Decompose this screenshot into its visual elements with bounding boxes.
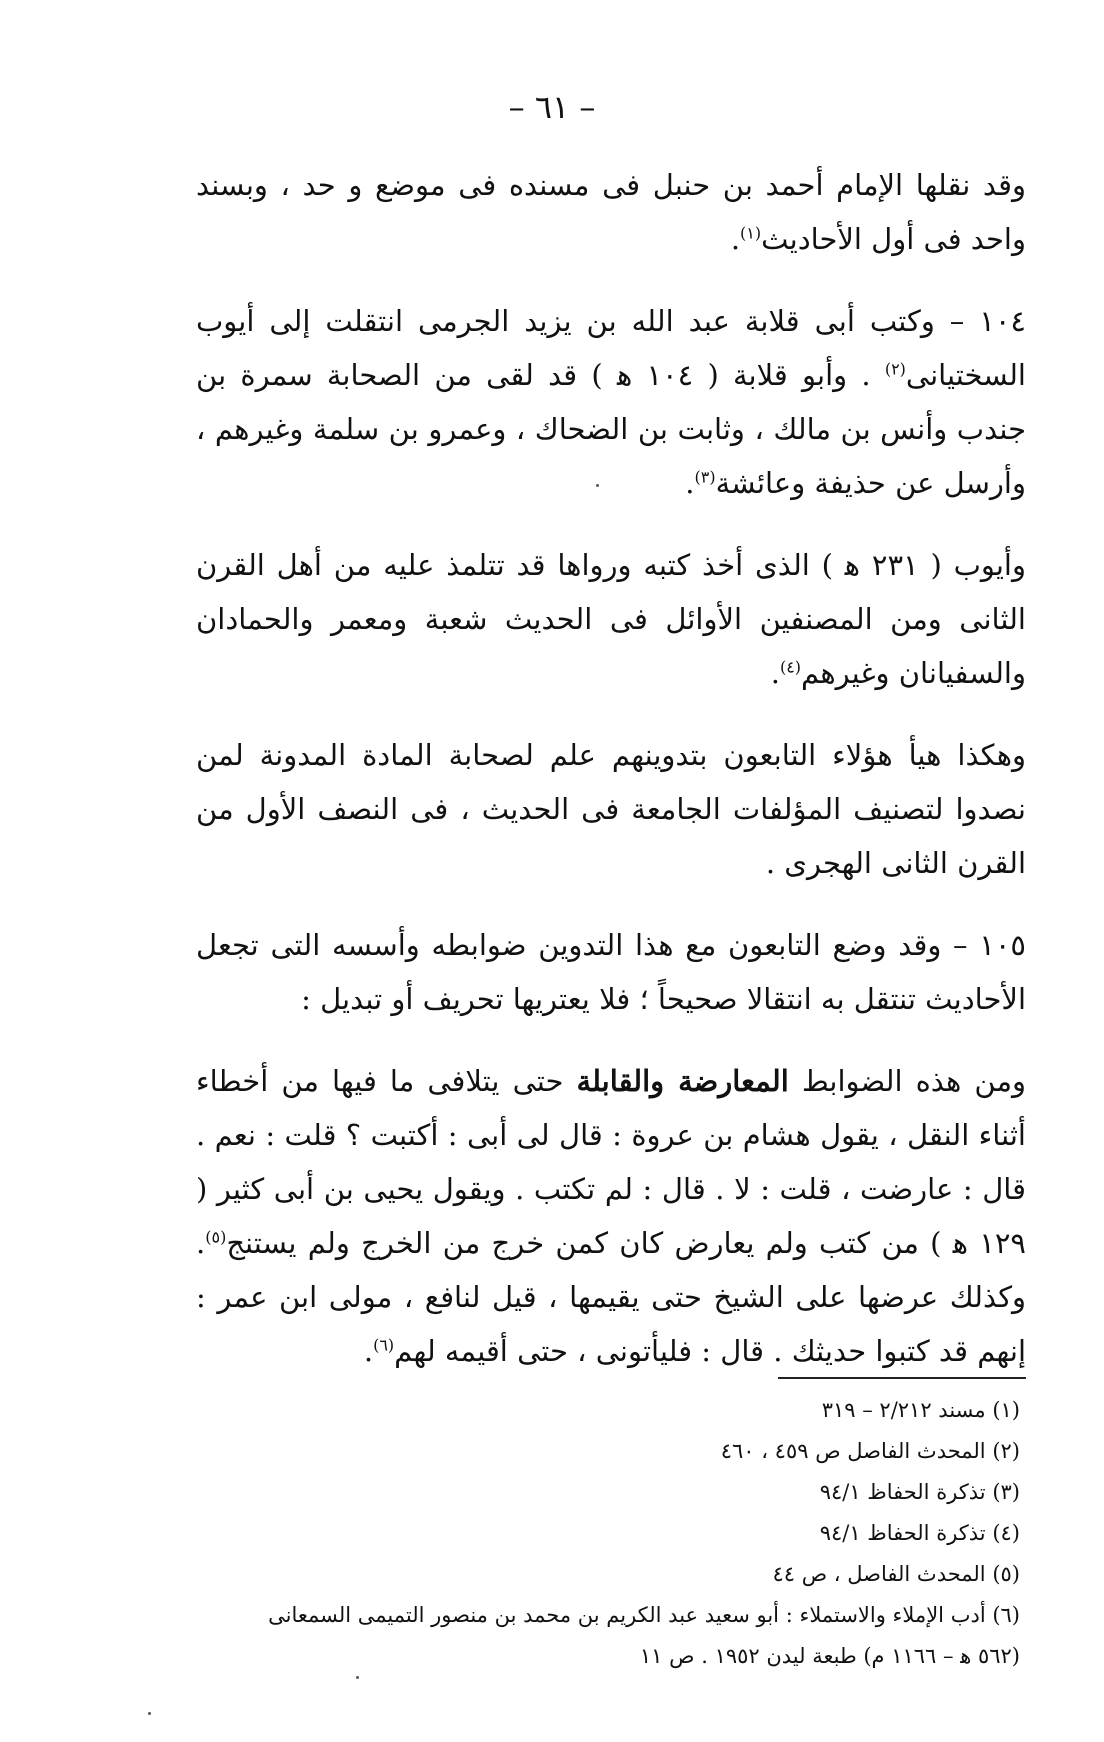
footnote-ref-6[interactable]: (٦) — [373, 1335, 395, 1355]
footnote-ref-5[interactable]: (٥) — [205, 1227, 227, 1247]
footnote-ref-1[interactable]: (١) — [740, 223, 762, 243]
paragraph-5 — [196, 918, 1026, 1026]
footnote-ref-4[interactable]: (٤) — [779, 657, 802, 677]
paragraph-tail: . — [730, 222, 741, 256]
footnote-divider — [778, 1377, 1026, 1379]
scan-speck — [148, 1712, 151, 1715]
paragraph-1 — [196, 158, 1026, 266]
paragraph-tail: . — [685, 466, 695, 500]
paragraph-text: ١٠٤ – وكتب أبى قلابة عبد الله بن يزيد الجرمى انتقلت إلى أيوب السختيانى — [196, 304, 1026, 392]
paragraph-2 — [196, 294, 1026, 510]
paragraph-text: وقد نقلها الإمام أحمد بن حنبل فى مسنده فى موضع و حد ، وبسند واحد فى أول الأحاديث — [196, 168, 1026, 256]
footnotes — [150, 1390, 1020, 1677]
paragraph-text: ومن هذه الضوابط — [788, 1064, 1026, 1098]
footnote-1: (١) مسند ٢/٢١٢ – ٣١٩ — [821, 1398, 1020, 1422]
paragraph-text-continued: . وأبو قلابة ( ١٠٤ ﻫ ) قد لقى من الصحابة سمرة بن جندب وأنس بن مالك ، وثابت بن الضحاك ، وعمرو بن سلمة وغيرهم ، وأرسل عن حذيفة وعائشة — [196, 358, 1026, 500]
body-text — [196, 158, 1026, 1406]
bold-term: المعارضة والقابلة — [576, 1064, 789, 1098]
paragraph-tail: . — [363, 1334, 374, 1368]
paragraph-text-continued: حتى يتلافى ما فيها من أخطاء أثناء النقل ، يقول هشام بن عروة : قال لى أبى : أكتبت ؟ قلت : نعم . قال : عارضت ، قلت : لا . قال : لم تكتب . ويقول يحيى بن أبى كثير ( ١٢٩ ﻫ ) من كتب ولم يعارض كان كمن خرج من الخرج ولم يستنج — [196, 1064, 1026, 1260]
footnote-ref-2[interactable]: (٢) — [884, 359, 906, 379]
footnote-3: (٣) تذكرة الحفاظ ٩٤/١ — [819, 1480, 1020, 1504]
footnote-2: (٢) المحدث الفاصل ص ٤٥٩ ، ٤٦٠ — [720, 1439, 1020, 1463]
paragraph-text: ١٠٥ – وقد وضع التابعون مع هذا التدوين ضوابطه وأسسه التى تجعل الأحاديث تنتقل به انتقالا صحيحاً ؛ فلا يعتريها تحريف أو تبديل : — [196, 928, 1026, 1016]
scan-speck — [596, 484, 599, 487]
footnote-4: (٤) تذكرة الحفاظ ٩٤/١ — [819, 1521, 1020, 1545]
paragraph-4 — [196, 728, 1026, 890]
footnote-5: (٥) المحدث الفاصل ، ص ٤٤ — [772, 1562, 1020, 1586]
footnote-6: (٦) أدب الإملاء والاستملاء : أبو سعيد عبد الكريم بن محمد بن منصور التميمى السمعانى — [268, 1603, 1020, 1627]
page-number: – ٦١ – — [508, 88, 596, 126]
paragraph-text: وأيوب ( ٢٣١ ﻫ ) الذى أخذ كتبه ورواها قد تتلمذ عليه من أهل القرن الثانى ومن المصنفين الأوائل فى الحديث شعبة ومعمر والحمادان والسفيانان وغيرهم — [196, 548, 1026, 690]
footnote-ref-3[interactable]: (٣) — [694, 467, 716, 487]
footnote-6-continued: (٥٦٢ ﻫ – ١١٦٦ م) طبعة ليدن ١٩٥٢ . ص ١١ — [639, 1644, 1020, 1668]
paragraph-3 — [196, 538, 1026, 700]
scan-speck — [356, 1676, 359, 1679]
paragraph-text-continued: . وكذلك عرضها على الشيخ حتى يقيمها ، قيل لنافع ، مولى ابن عمر : إنهم قد كتبوا حديثك . قال : فليأتونى ، حتى أقيمه لهم — [196, 1226, 1026, 1368]
paragraph-6 — [196, 1054, 1026, 1378]
paragraph-tail: . — [770, 656, 780, 690]
paragraph-text: وهكذا هيأ هؤلاء التابعون بتدوينهم علم لصحابة المادة المدونة لمن نصدوا لتصنيف المؤلفات الجامعة فى الحديث ، فى النصف الأول من القرن الثانى الهجرى . — [196, 738, 1026, 880]
